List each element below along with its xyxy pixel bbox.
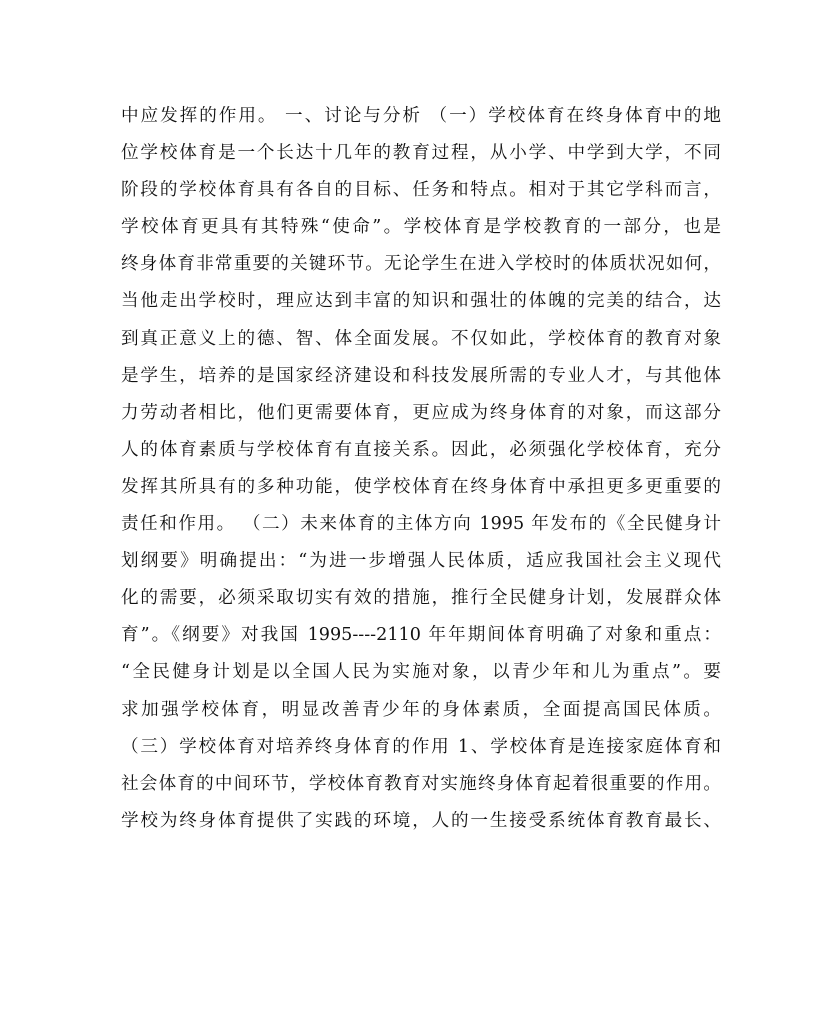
text-line: 化的需要，必须采取切实有效的措施，推行全民健身计划，发展群众体 [121, 588, 721, 609]
text-line: 学校为终身体育提供了实践的环境，人的一生接受系统体育教育最长、 [121, 810, 721, 831]
text-line: 到真正意义上的德、智、体全面发展。不仅如此，学校体育的教育对象 [121, 328, 721, 349]
text-line: 阶段的学校体育具有各自的目标、任务和特点。相对于其它学科而言， [121, 180, 721, 201]
text-line: “全民健身计划是以全国人民为实施对象，以青少年和儿为重点”。要 [121, 662, 721, 683]
text-line: 位学校体育是一个长达十几年的教育过程，从小学、中学到大学，不同 [121, 143, 721, 164]
text-line: （三）学校体育对培养终身体育的作用 1、学校体育是连接家庭体育和 [121, 736, 721, 757]
text-line: 力劳动者相比，他们更需要体育，更应成为终身体育的对象，而这部分 [121, 402, 721, 423]
text-line: 发挥其所具有的多种功能，使学校体育在终身体育中承担更多更重要的 [121, 476, 721, 497]
text-line: 责任和作用。 （二）未来体育的主体方向 1995 年发布的《全民健身计 [121, 514, 721, 535]
text-line: 育”。《纲要》对我国 1995----2110 年年期间体育明确了对象和重点： [121, 625, 721, 646]
text-line: 人的体育素质与学校体育有直接关系。因此，必须强化学校体育，充分 [121, 439, 721, 460]
text-line: 划纲要》明确提出：“为进一步增强人民体质，适应我国社会主义现代 [121, 551, 721, 572]
text-line: 中应发挥的作用。 一、讨论与分析 （一）学校体育在终身体育中的地 [121, 106, 721, 126]
text-line: 学校体育更具有其特殊“使命”。学校体育是学校教育的一部分，也是 [121, 217, 721, 238]
text-line: 当他走出学校时，理应达到丰富的知识和强壮的体魄的完美的结合，达 [121, 291, 721, 312]
text-line: 是学生，培养的是国家经济建设和科技发展所需的专业人才，与其他体 [121, 365, 721, 386]
body-text [121, 98, 721, 840]
text-line: 社会体育的中间环节，学校体育教育对实施终身体育起着很重要的作用。 [121, 773, 721, 794]
text-line: 求加强学校体育，明显改善青少年的身体素质，全面提高国民体质。 [121, 699, 721, 720]
text-line: 终身体育非常重要的关键环节。无论学生在进入学校时的体质状况如何， [121, 254, 721, 275]
